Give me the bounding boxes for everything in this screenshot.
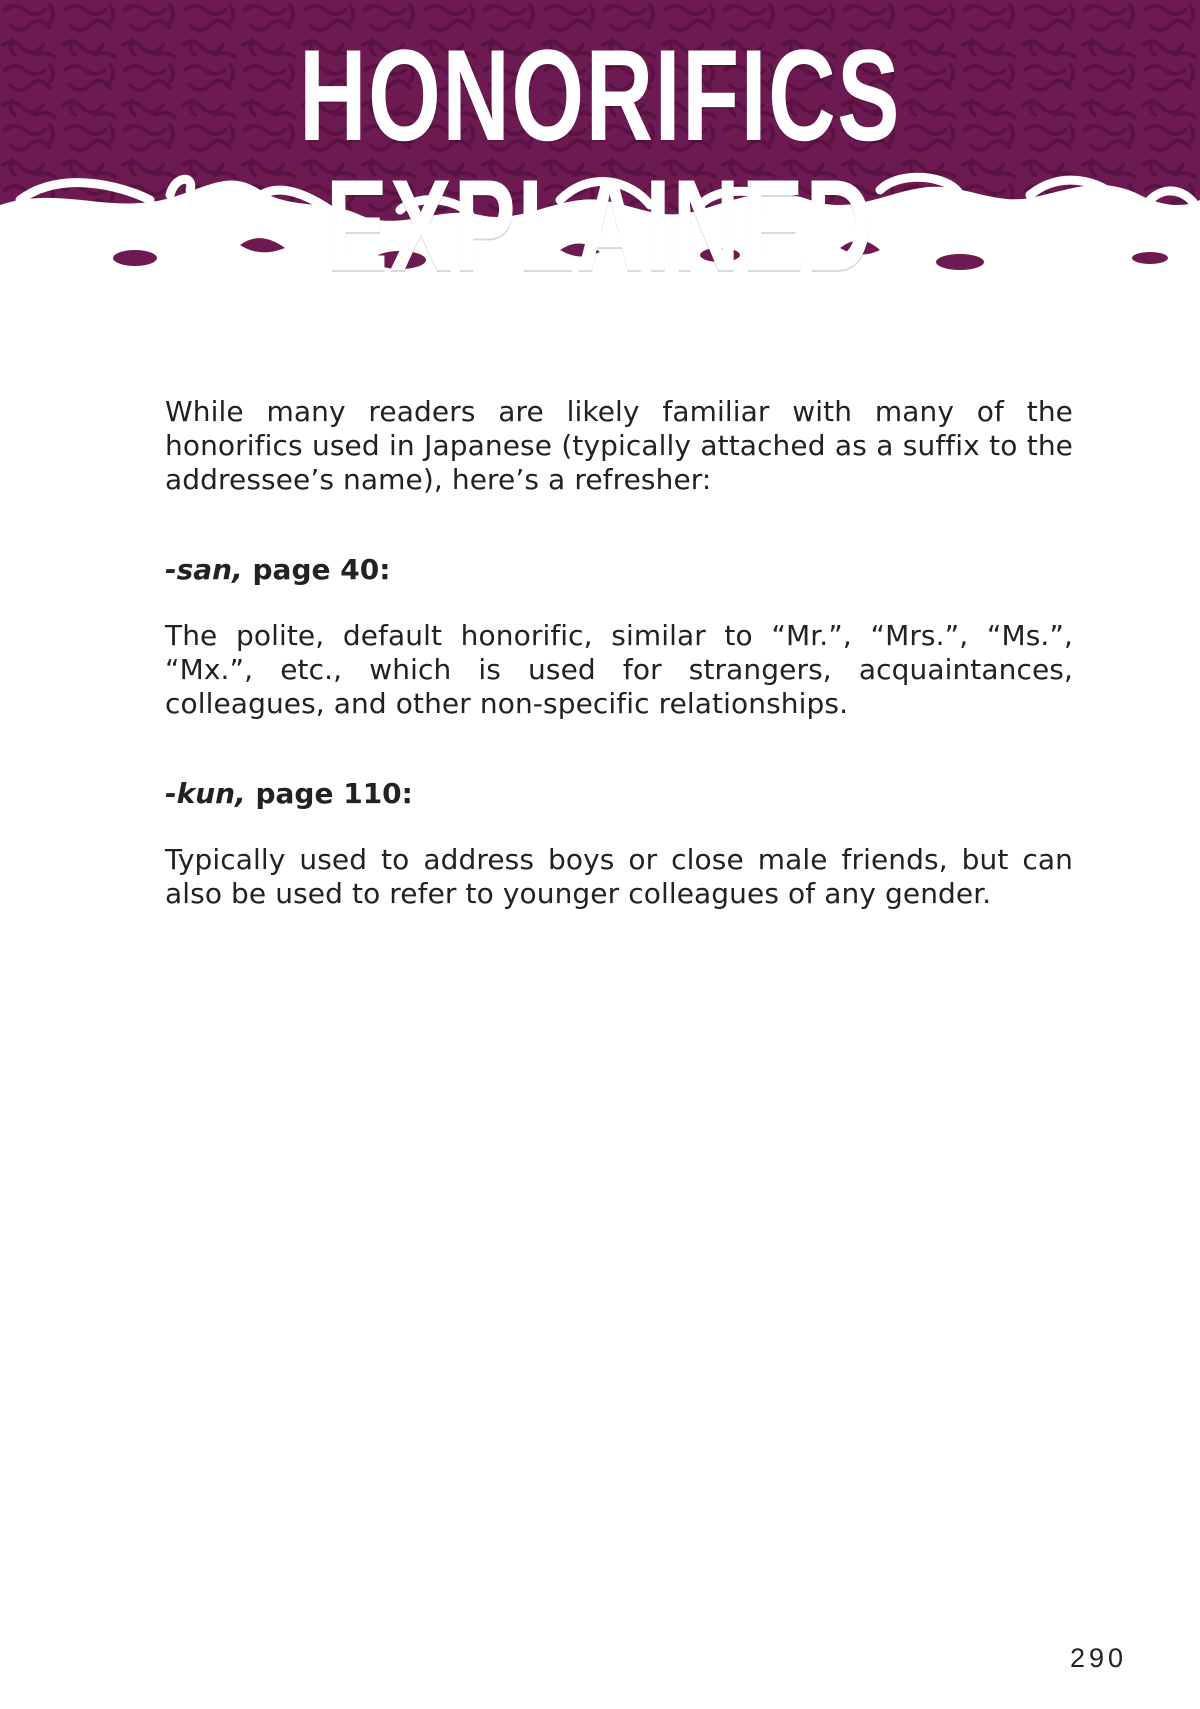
content-area: [165, 395, 1073, 911]
entry-page-ref-san: page 40:: [242, 553, 391, 586]
entry-term-kun: -kun,: [165, 777, 246, 810]
entry-heading-kun: [165, 777, 1073, 811]
page-title: HONORIFICS EXPLAINED: [298, 22, 902, 290]
entry-heading-san: [165, 553, 1073, 587]
page-number: 290: [1069, 1643, 1127, 1673]
intro-paragraph: While many readers are likely familiar with many of the honorifics used in Japanese (typically attached as a suffix to the addressee’s name), here’s a refresher:: [165, 395, 1073, 496]
header-banner: [0, 0, 1200, 290]
entry-description-kun: Typically used to address boys or close male friends, but can also be used to refer to younger colleagues of any gender.: [165, 843, 1073, 910]
entry-term-san: -san,: [165, 553, 243, 586]
entry-page-ref-kun: page 110:: [245, 777, 413, 810]
entry-description-san: The polite, default honorific, similar to “Mr.”, “Mrs.”, “Ms.”, “Mx.”, etc., which is used for strangers, acquaintances, colleagues, and other non-specific relationships.: [165, 619, 1073, 720]
